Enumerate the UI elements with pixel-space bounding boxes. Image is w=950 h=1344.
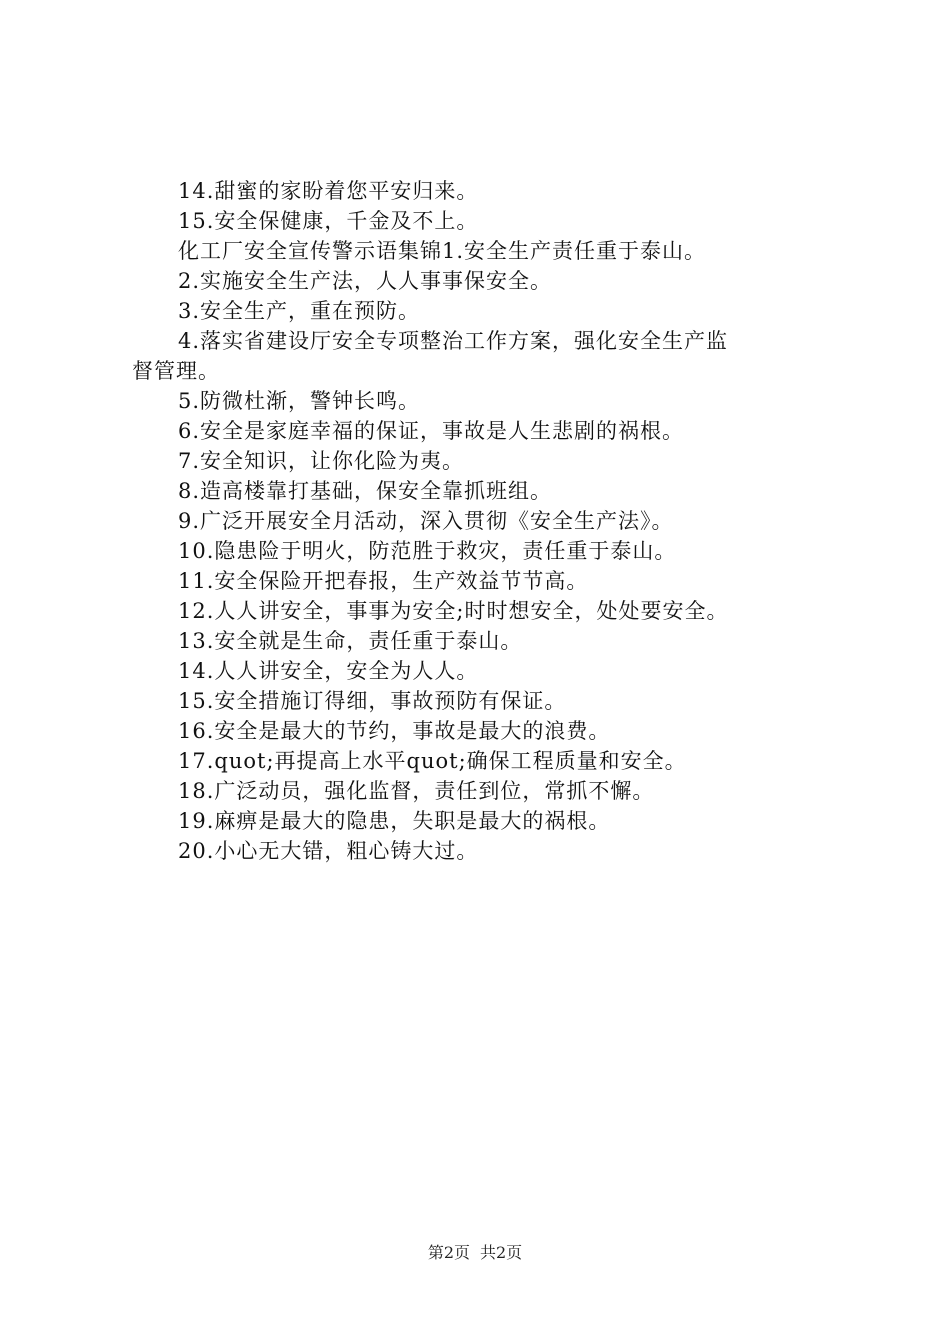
text-line: 19.麻痹是最大的隐患，失职是最大的祸根。 xyxy=(178,809,611,833)
text-line: 12.人人讲安全，事事为安全;时时想安全，处处要安全。 xyxy=(178,599,729,623)
text-line: 3.安全生产，重在预防。 xyxy=(178,299,421,323)
page-footer xyxy=(0,1242,950,1264)
text-line: 15.安全措施订得细，事故预防有保证。 xyxy=(178,689,567,713)
page-total: 共2页 xyxy=(480,1243,523,1262)
page-number: 第2页 xyxy=(427,1243,470,1262)
text-line: 4.落实省建设厅安全专项整治工作方案，强化安全生产监 xyxy=(178,329,729,353)
text-line: 7.安全知识，让你化险为夷。 xyxy=(178,449,465,473)
text-line: 15.安全保健康，千金及不上。 xyxy=(178,209,479,233)
text-line: 17.quot;再提高上水平quot;确保工程质量和安全。 xyxy=(178,749,687,773)
text-line: 13.安全就是生命，责任重于泰山。 xyxy=(178,629,523,653)
text-line: 20.小心无大错，粗心铸大过。 xyxy=(178,839,479,863)
text-line: 10.隐患险于明火，防范胜于救灾，责任重于泰山。 xyxy=(178,539,677,563)
text-line: 5.防微杜渐，警钟长鸣。 xyxy=(178,389,421,413)
text-line: 化工厂安全宣传警示语集锦1.安全生产责任重于泰山。 xyxy=(178,239,707,263)
text-line: 11.安全保险开把春报，生产效益节节高。 xyxy=(178,569,589,593)
text-line: 9.广泛开展安全月活动，深入贯彻《安全生产法》。 xyxy=(178,509,674,533)
text-line: 14.人人讲安全，安全为人人。 xyxy=(178,659,479,683)
text-line: 16.安全是最大的节约，事故是最大的浪费。 xyxy=(178,719,611,743)
text-line: 14.甜蜜的家盼着您平安归来。 xyxy=(178,179,479,203)
text-line: 18.广泛动员，强化监督，责任到位，常抓不懈。 xyxy=(178,779,655,803)
text-line: 6.安全是家庭幸福的保证，事故是人生悲剧的祸根。 xyxy=(178,419,685,443)
text-line: 2.实施安全生产法，人人事事保安全。 xyxy=(178,269,553,293)
document-body xyxy=(132,176,832,866)
text-line: 8.造高楼靠打基础，保安全靠抓班组。 xyxy=(178,479,553,503)
text-line: 督管理。 xyxy=(132,359,220,383)
